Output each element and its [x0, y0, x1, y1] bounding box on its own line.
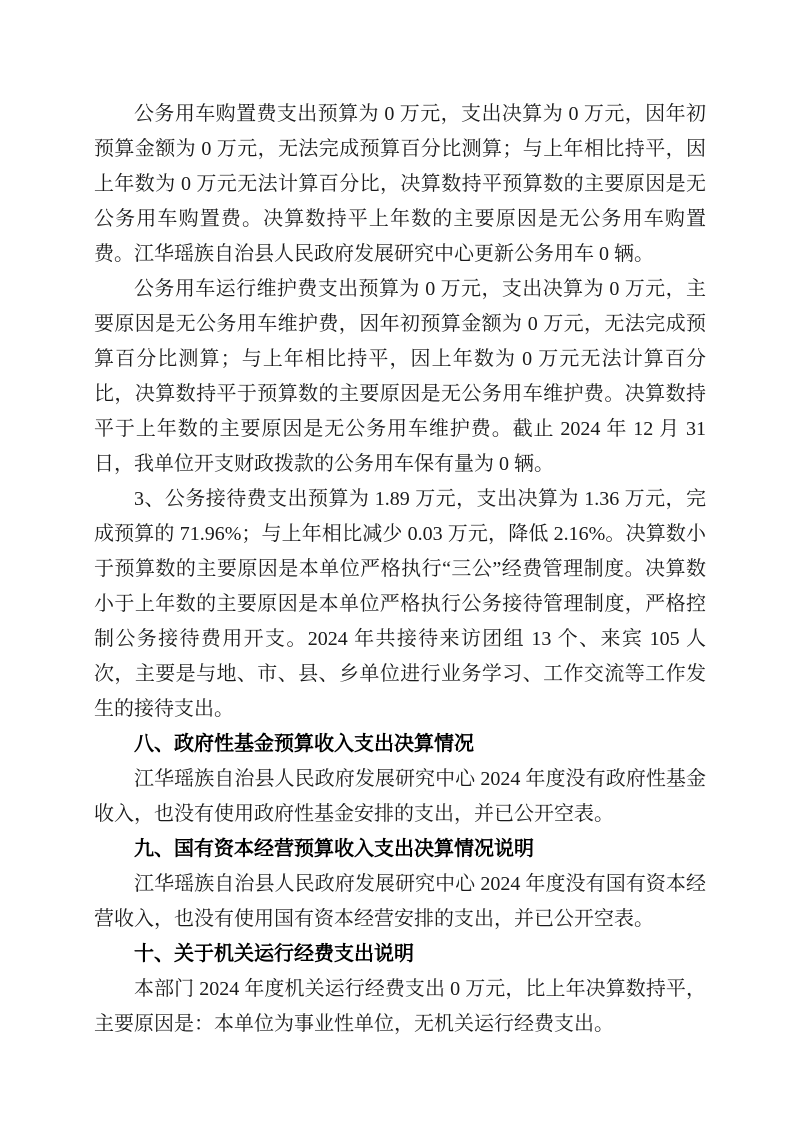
paragraph-vehicle-operation-maintenance-expense: 公务用车运行维护费支出预算为 0 万元，支出决算为 0 万元，主要原因是无公务用车维护费，因年初预算金额为 0 万元，无法完成预算百分比测算；与上年相比持平，因上年数为 0 万元无法计算百分比，决算数持平于预算数的主要原因是无公务用车维护费。决算数持平于上年数的主要原因是无公务用车维护费。截止 2024 年 12 月 31 日，我单位开支财政拨款的公务用车保有量为 0 辆。 — [94, 278, 706, 475]
paragraph-official-reception-expense: 3、公务接待费支出预算为 1.89 万元，支出决算为 1.36 万元，完成预算的 71.96%；与上年相比减少 0.03 万元，降低 2.16%。决算数小于预算数的主要原因是本单位严格执行“三公”经费管理制度。决算数小于上年数的主要原因是本单位严格执行公务接待管理制度，严格控制公务接待费用开支。2024 年共接待来访团组 13 个、来宾 105 人次，主要是与地、市、县、乡单位进行业务学习、工作交流等工作发生的接待支出。 — [94, 488, 706, 720]
paragraph-government-fund-statement: 江华瑶族自治县人民政府发展研究中心 2024 年度没有政府性基金收入，也没有使用政府性基金安排的支出，并已公开空表。 — [94, 768, 706, 825]
heading-section-8-government-fund-budget: 八、政府性基金预算收入支出决算情况 — [134, 733, 474, 755]
heading-section-9-state-capital-budget: 九、国有资本经营预算收入支出决算情况说明 — [134, 838, 534, 860]
heading-section-10-agency-operating-expense: 十、关于机关运行经费支出说明 — [134, 943, 414, 965]
paragraph-vehicle-purchase-expense: 公务用车购置费支出预算为 0 万元，支出决算为 0 万元，因年初预算金额为 0 万元，无法完成预算百分比测算；与上年相比持平，因上年数为 0 万元无法计算百分比，决算数持平预算数的主要原因是无公务用车购置费。决算数持平上年数的主要原因是无公务用车购置费。江华瑶族自治县人民政府发展研究中心更新公务用车 0 辆。 — [94, 103, 706, 265]
document-body — [94, 97, 706, 1042]
paragraph-agency-operating-expense-statement: 本部门 2024 年度机关运行经费支出 0 万元，比上年决算数持平，主要原因是：本单位为事业性单位，无机关运行经费支出。 — [94, 978, 706, 1035]
paragraph-state-capital-statement: 江华瑶族自治县人民政府发展研究中心 2024 年度没有国有资本经营收入，也没有使用国有资本经营安排的支出，并已公开空表。 — [94, 873, 706, 930]
